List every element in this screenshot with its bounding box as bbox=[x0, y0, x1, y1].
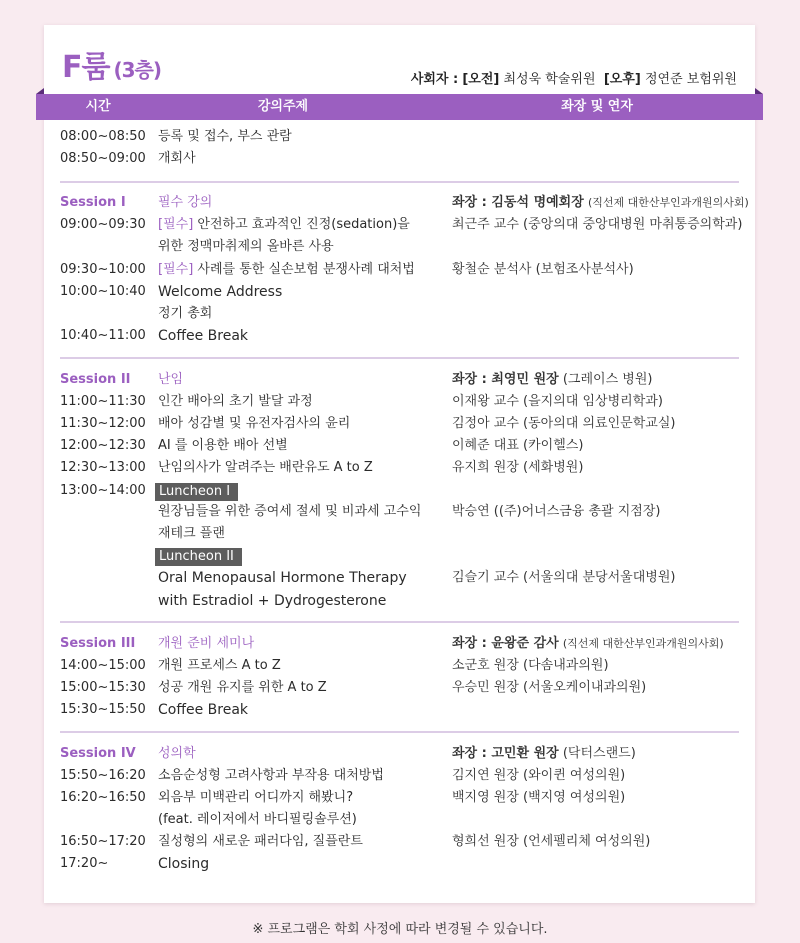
luncheon-tag: Luncheon II bbox=[155, 548, 242, 566]
topic-cell bbox=[158, 215, 410, 235]
session-chair bbox=[452, 634, 724, 654]
speaker-cell: 백지영 원장 (백지영 여성의원) bbox=[452, 790, 626, 805]
time-cell: 16:20~16:50 bbox=[60, 790, 146, 805]
time-cell: 08:50~09:00 bbox=[60, 151, 146, 166]
time-cell: 11:00~11:30 bbox=[60, 394, 146, 409]
speaker-cell: 형희선 원장 (언세펠리체 여성의원) bbox=[452, 834, 651, 849]
topic-cell: with Estradiol + Dydrogesterone bbox=[158, 593, 387, 609]
room-title bbox=[62, 48, 161, 90]
time-cell: 13:00~14:00 bbox=[60, 483, 146, 498]
time-cell: 15:00~15:30 bbox=[60, 680, 146, 695]
topic-cell: 재테크 플랜 bbox=[158, 526, 225, 541]
speaker-cell: 김슬기 교수 (서울의대 분당서울대병원) bbox=[452, 570, 676, 585]
time-cell: 12:00~12:30 bbox=[60, 438, 146, 453]
topic-cell: 인간 배아의 초기 발달 과정 bbox=[158, 394, 313, 409]
topic-cell: 질성형의 새로운 패러다임, 질플란트 bbox=[158, 834, 363, 849]
time-cell: 12:30~13:00 bbox=[60, 460, 146, 475]
time-cell: 17:20~ bbox=[60, 856, 109, 871]
time-cell: 10:40~11:00 bbox=[60, 328, 146, 343]
session-title: 개원 준비 세미나 bbox=[158, 636, 255, 651]
topic-cell: 소음순성형 고려사항과 부작용 대처방법 bbox=[158, 768, 384, 783]
footnote: ※ 프로그램은 학회 사정에 따라 변경될 수 있습니다. bbox=[252, 922, 548, 937]
time-cell: 16:50~17:20 bbox=[60, 834, 146, 849]
time-cell: 14:00~15:00 bbox=[60, 658, 146, 673]
chair-affiliation: (직선제 대한산부인과개원의사회) bbox=[587, 196, 749, 209]
topic-cell bbox=[158, 260, 415, 280]
speaker-cell: 박승연 ((주)어너스금융 총괄 지점장) bbox=[452, 504, 661, 519]
room-floor: (3층) bbox=[113, 58, 162, 82]
topic-text: 안전하고 효과적인 진정(sedation)을 bbox=[197, 217, 410, 232]
time-cell: 09:30~10:00 bbox=[60, 262, 146, 277]
session-title: 필수 강의 bbox=[158, 195, 213, 210]
time-cell: 10:00~10:40 bbox=[60, 284, 146, 299]
topic-cell: 위한 정맥마취제의 올바른 사용 bbox=[158, 239, 334, 254]
session-title: 성의학 bbox=[158, 746, 196, 761]
am-moderator: 최성욱 학술위원 bbox=[503, 72, 596, 87]
chair-name: 좌장 : 고민환 원장 bbox=[452, 746, 559, 761]
topic-cell: Oral Menopausal Hormone Therapy bbox=[158, 570, 407, 586]
moderators bbox=[411, 68, 737, 87]
speaker-cell: 소군호 원장 (다솜내과의원) bbox=[452, 658, 609, 673]
topic-cell: 등록 및 접수, 부스 관람 bbox=[158, 129, 292, 144]
required-tag: [필수] bbox=[158, 262, 194, 277]
topic-cell: (feat. 레이저에서 바디필링솔루션) bbox=[158, 812, 357, 827]
section-divider bbox=[60, 621, 739, 623]
topic-cell: 난임의사가 알려주는 배란유도 A to Z bbox=[158, 460, 373, 475]
pm-tag: [오후] bbox=[603, 72, 641, 87]
section-divider bbox=[60, 181, 739, 183]
session-label: Session III bbox=[60, 636, 136, 651]
speaker-cell: 김지연 원장 (와이퀸 여성의원) bbox=[452, 768, 626, 783]
topic-cell: 성공 개원 유지를 위한 A to Z bbox=[158, 680, 327, 695]
session-chair bbox=[452, 370, 652, 390]
session-label: Session I bbox=[60, 195, 126, 210]
topic-cell: Welcome Address bbox=[158, 284, 283, 300]
session-label: Session IV bbox=[60, 746, 136, 761]
speaker-cell: 이재왕 교수 (을지의대 임상병리학과) bbox=[452, 394, 663, 409]
time-cell: 08:00~08:50 bbox=[60, 129, 146, 144]
chair-name: 좌장 : 김동석 명예회장 bbox=[452, 195, 584, 210]
section-divider bbox=[60, 357, 739, 359]
header-topic: 강의주제 bbox=[257, 99, 309, 114]
required-tag: [필수] bbox=[158, 217, 194, 232]
speaker-cell: 김정아 교수 (동아의대 의료인문학교실) bbox=[452, 416, 676, 431]
program-card bbox=[44, 25, 755, 903]
speaker-cell: 유지희 원장 (세화병원) bbox=[452, 460, 584, 475]
moderators-label: 사회자 : bbox=[410, 72, 459, 87]
section-divider bbox=[60, 731, 739, 733]
topic-text: 사례를 통한 실손보험 분쟁사례 대처법 bbox=[197, 262, 415, 277]
topic-cell: AI 를 이용한 배아 선별 bbox=[158, 438, 288, 453]
topic-cell: 원장님들을 위한 증여세 절세 및 비과세 고수익 bbox=[158, 504, 422, 519]
time-cell: 09:00~09:30 bbox=[60, 217, 146, 232]
speaker-cell: 우승민 원장 (서울오케이내과의원) bbox=[452, 680, 647, 695]
topic-cell: 정기 총회 bbox=[158, 306, 213, 321]
session-chair bbox=[452, 744, 636, 764]
session-title: 난임 bbox=[158, 372, 184, 387]
topic-cell: 개원 프로세스 A to Z bbox=[158, 658, 281, 673]
chair-name: 좌장 : 윤왕준 감사 bbox=[452, 636, 559, 651]
time-cell: 15:50~16:20 bbox=[60, 768, 146, 783]
am-tag: [오전] bbox=[462, 72, 500, 87]
chair-affiliation: (닥터스랜드) bbox=[562, 746, 636, 761]
session-chair bbox=[452, 193, 749, 213]
pm-moderator: 정연준 보험위원 bbox=[644, 72, 737, 87]
topic-cell: 배아 성감별 및 유전자검사의 윤리 bbox=[158, 416, 351, 431]
session-label: Session II bbox=[60, 372, 131, 387]
chair-affiliation: (직선제 대한산부인과개원의사회) bbox=[562, 637, 724, 650]
topic-cell: 외음부 미백관리 어디까지 해봤니? bbox=[158, 790, 354, 805]
chair-affiliation: (그레이스 병원) bbox=[562, 372, 653, 387]
topic-cell: Closing bbox=[158, 856, 210, 872]
room-name: F룸 bbox=[62, 50, 110, 85]
topic-cell: Coffee Break bbox=[158, 328, 249, 344]
speaker-cell: 이혜준 대표 (카이헬스) bbox=[452, 438, 584, 453]
header-time: 시간 bbox=[85, 99, 111, 114]
topic-cell: Coffee Break bbox=[158, 702, 249, 718]
chair-name: 좌장 : 최영민 원장 bbox=[452, 372, 559, 387]
time-cell: 11:30~12:00 bbox=[60, 416, 146, 431]
luncheon-tag: Luncheon I bbox=[155, 483, 238, 501]
header-chair: 좌장 및 연자 bbox=[561, 99, 633, 114]
time-cell: 15:30~15:50 bbox=[60, 702, 146, 717]
speaker-cell: 황철순 분석사 (보험조사분석사) bbox=[452, 262, 634, 277]
topic-cell: 개회사 bbox=[158, 151, 196, 166]
speaker-cell: 최근주 교수 (중앙의대 중앙대병원 마취통증의학과) bbox=[452, 217, 743, 232]
